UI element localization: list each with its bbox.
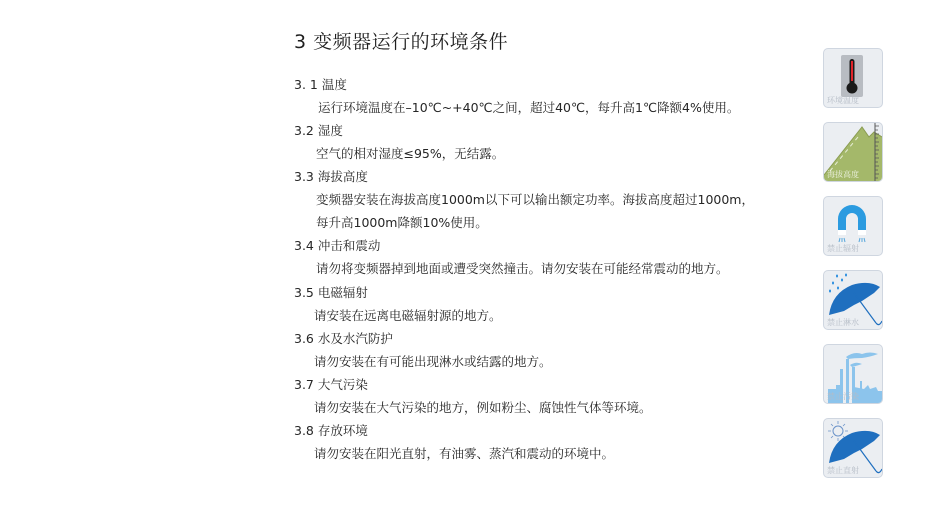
section-body-temperature: 运行环境温度在–10℃~+40℃之间，超过40℃，每升高1℃降额4%使用。 [318,100,740,115]
section-body-water: 请勿安装在有可能出现淋水或结露的地方。 [314,354,552,369]
section-heading-humidity: 3.2 湿度 [294,123,343,138]
icon-label-air-pollution: 禁止污染 [827,392,859,401]
section-body-emi: 请安装在远离电磁辐射源的地方。 [314,308,502,323]
icon-label-emi: 禁止辐射 [827,244,859,253]
section-heading-water: 3.6 水及水汽防护 [294,331,393,346]
icon-label-altitude: 海拔高度 [827,170,859,179]
section-heading-temperature: 3. 1 温度 [294,77,347,92]
icon-card-storage [823,418,883,478]
section-body-humidity: 空气的相对湿度≤95%，无结露。 [316,146,505,161]
section-body-storage: 请勿安装在阳光直射，有油雾、蒸汽和震动的环境中。 [314,446,615,461]
section-body-altitude-line2: 每升高1000m降额10%使用。 [316,215,488,230]
section-heading-altitude: 3.3 海拔高度 [294,169,368,184]
section-heading-emi: 3.5 电磁辐射 [294,285,368,300]
icon-label-water: 禁止淋水 [827,318,859,327]
icon-card-air-pollution [823,344,883,404]
section-heading-storage: 3.8 存放环境 [294,423,368,438]
section-body-air-pollution: 请勿安装在大气污染的地方，例如粉尘、腐蚀性气体等环境。 [314,400,652,415]
icon-card-emi [823,196,883,256]
section-body-shock-vibration: 请勿将变频器掉到地面或遭受突然撞击。请勿安装在可能经常震动的地方。 [316,261,729,276]
icon-card-water [823,270,883,330]
page-title: 3 变频器运行的环境条件 [294,31,509,53]
section-heading-air-pollution: 3.7 大气污染 [294,377,368,392]
icon-card-altitude [823,122,883,182]
icon-card-temperature [823,48,883,108]
icon-label-storage: 禁止直射 [827,466,859,475]
section-body-altitude-line1: 变频器安装在海拔高度1000m以下可以输出额定功率。海拔高度超过1000m， [316,192,754,207]
icon-label-temperature: 环境温度 [827,96,859,105]
section-heading-shock-vibration: 3.4 冲击和震动 [294,238,381,253]
